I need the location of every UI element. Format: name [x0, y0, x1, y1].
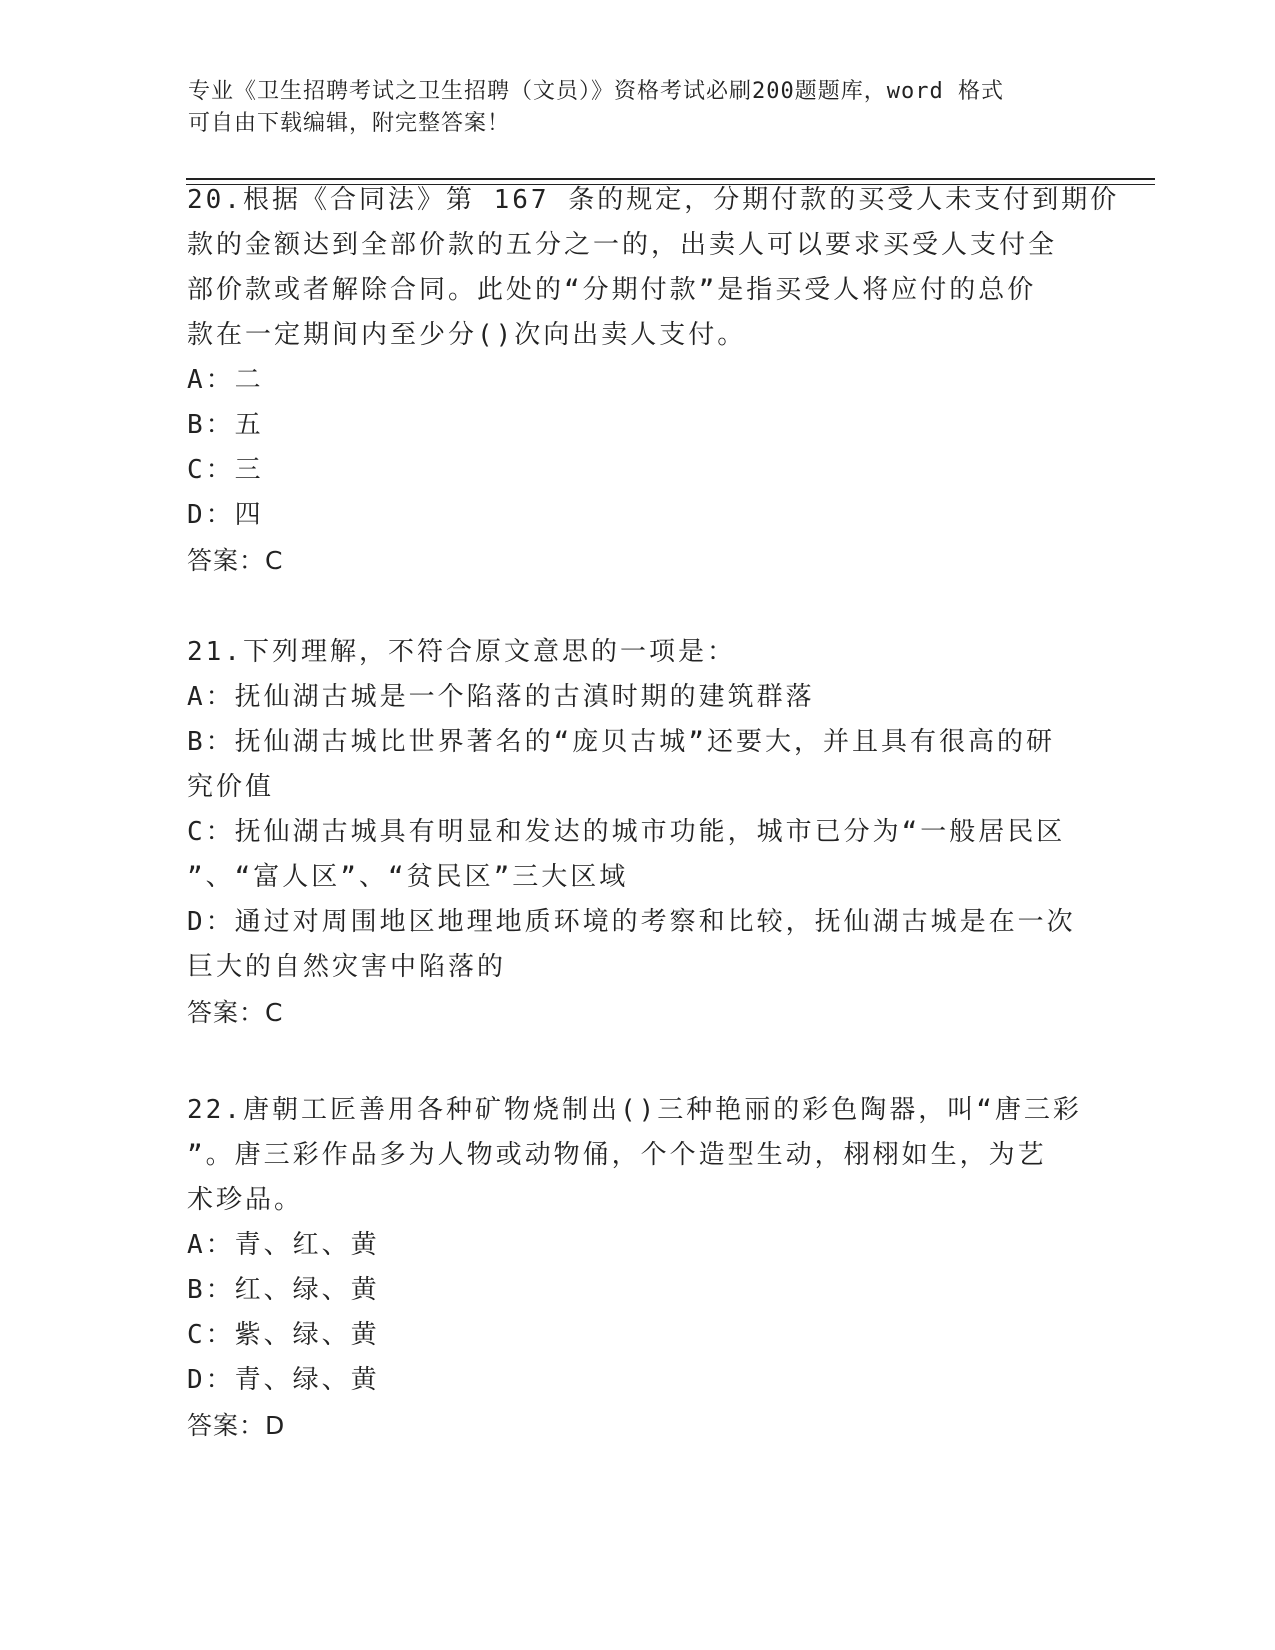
- option-c: C：抚仙湖古城具有明显和发达的城市功能，城市已分为“一般居民区: [187, 817, 1066, 847]
- question-stem-line: 款在一定期间内至少分()次向出卖人支付。: [187, 320, 747, 350]
- option-a: A：青、红、黄: [187, 1230, 380, 1260]
- question-21: [187, 630, 1087, 1035]
- answer-label: 答案：C: [187, 546, 284, 575]
- header-line-1: 专业《卫生招聘考试之卫生招聘（文员）》资格考试必刷200题题库，word 格式: [188, 79, 1004, 104]
- question-stem-line: 20.根据《合同法》第 167 条的规定，分期付款的买受人未支付到期价: [187, 185, 1120, 215]
- document-header: [188, 76, 1068, 140]
- question-stem-line: ”。唐三彩作品多为人物或动物俑，个个造型生动，栩栩如生，为艺: [187, 1140, 1047, 1170]
- option-d: D：通过对周围地区地理地质环境的考察和比较，抚仙湖古城是在一次: [187, 907, 1076, 937]
- option-b: B：五: [187, 410, 264, 440]
- option-c: C：三: [187, 455, 264, 485]
- option-c: C：紫、绿、黄: [187, 1320, 380, 1350]
- answer-label: 答案：D: [187, 1411, 286, 1440]
- header-line-2: 可自由下载编辑，附完整答案！: [188, 111, 511, 136]
- question-stem-line: 部价款或者解除合同。此处的“分期付款”是指买受人将应付的总价: [187, 275, 1037, 305]
- question-20: [187, 178, 1120, 583]
- option-c-continued: ”、“富人区”、“贫民区”三大区域: [187, 862, 629, 892]
- question-stem-line: 21.下列理解，不符合原文意思的一项是：: [187, 637, 736, 667]
- answer-label: 答案：C: [187, 998, 284, 1027]
- question-22: [187, 1088, 1087, 1448]
- option-b-continued: 究价值: [187, 772, 275, 802]
- option-d: D：青、绿、黄: [187, 1365, 380, 1395]
- option-d: D：四: [187, 500, 264, 530]
- option-b: B：抚仙湖古城比世界著名的“庞贝古城”还要大，并且具有很高的研: [187, 727, 1055, 757]
- option-b: B：红、绿、黄: [187, 1275, 380, 1305]
- option-a: A：抚仙湖古城是一个陷落的古滇时期的建筑群落: [187, 682, 815, 712]
- question-stem-line: 款的金额达到全部价款的五分之一的，出卖人可以要求买受人支付全: [187, 230, 1058, 260]
- question-stem-line: 术珍品。: [187, 1185, 304, 1215]
- question-stem-line: 22.唐朝工匠善用各种矿物烧制出()三种艳丽的彩色陶器，叫“唐三彩: [187, 1095, 1082, 1125]
- option-a: A：二: [187, 365, 264, 395]
- option-d-continued: 巨大的自然灾害中陷落的: [187, 952, 507, 982]
